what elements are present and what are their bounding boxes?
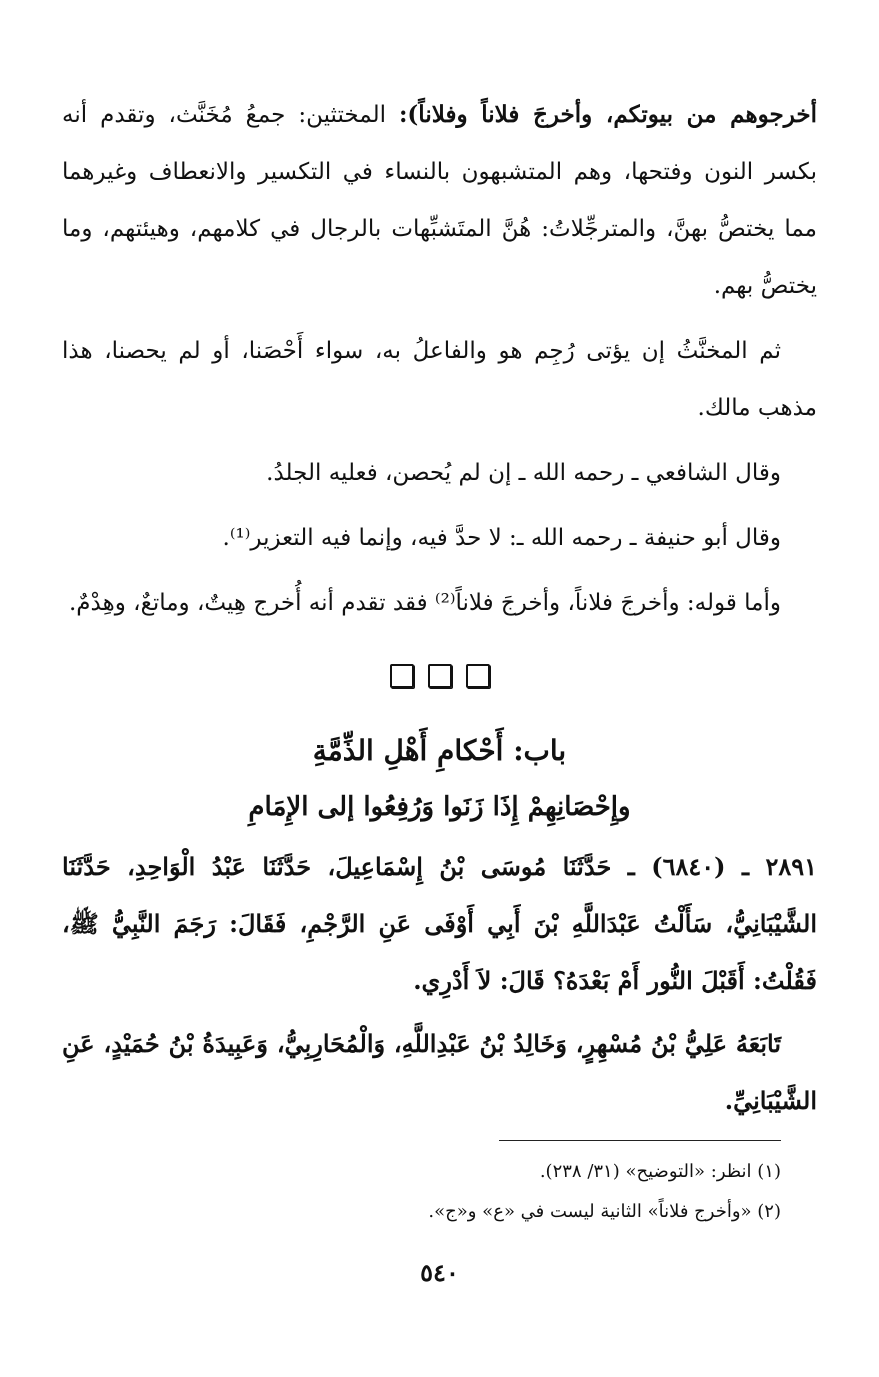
chapter-title-line-2: وإِحْصَانِهِمْ إِذَا زَنَوا وَرُفِعُوا إلى الإِمَامِ xyxy=(248,792,631,822)
commentary-text xyxy=(62,86,817,640)
footnote-2: (٢) «وأخرج فلاناً» الثانية ليست في «ع» و«ج». xyxy=(428,1201,781,1222)
chapter-title-line-1: باب: أَحْكامِ أَهْلِ الذِّمَّةِ xyxy=(312,734,567,767)
commentary-paragraph-3: وقال الشافعي ـ رحمه الله ـ إن لم يُحصن، فعليه الجلدُ. xyxy=(266,460,781,486)
hadith-paragraph-2: تَابَعَهُ عَلِيُّ بْنُ مُسْهِرٍ، وَخَالِدُ بْنُ عَبْدِاللَّهِ، وَالْمُحَارِبِيُّ، وَعَبِيدَةُ بْنُ حُمَيْدٍ، عَنِ الشَّيْبَانِيِّ. xyxy=(62,1029,817,1115)
commentary-explanation: المختثين: جمعُ مُخَنَّث، وتقدم أنه بكسر النون وفتحها، وهم المتشبهون بالنساء في التكسير والانعطاف وغيرهما مما يختصُّ بهنَّ، والمترجِّلاتُ: هُنَّ المتَشبِّهات بالرجال في كلامهم، وهيئتهم، وما يختصُّ بهم. xyxy=(62,102,817,299)
ornament-square-icon xyxy=(390,664,414,688)
page-number: ٥٤٠ xyxy=(420,1258,459,1287)
commentary-paragraph-4: وقال أبو حنيفة ـ رحمه الله ـ: لا حدَّ فيه، وإنما فيه التعزير⁽¹⁾. xyxy=(222,525,781,551)
ornament-square-icon xyxy=(466,664,490,688)
hadith-paragraph-1: ٢٨٩١ ـ (٦٨٤٠) ـ حَدَّثَنَا مُوسَى بْنُ إِسْمَاعِيلَ، حَدَّثَنَا عَبْدُ الْوَاحِدِ، حَدَّثَنَا الشَّيْبَانِيُّ، سَأَلْتُ عَبْدَاللَّهِ بْنَ أَبِي أَوْفَى عَنِ الرَّجْمِ، فَقَالَ: رَجَمَ النَّبِيُّ ﷺ، فَقُلْتُ: أَقَبْلَ النُّور أَمْ بَعْدَهُ؟ قَالَ: لاَ أَدْرِي. xyxy=(62,852,817,995)
footnote-divider xyxy=(499,1140,781,1141)
chapter-heading xyxy=(0,723,879,835)
section-separator-icon xyxy=(0,664,879,692)
commentary-paragraph-5: وأما قوله: وأخرجَ فلاناً، وأخرجَ فلاناً⁽²⁾ فقد تقدم أنه أُخرج هِيتٌ، وماتعٌ، وهِدْمٌ. xyxy=(68,590,781,616)
ornament-square-icon xyxy=(428,664,452,688)
quoted-lead: أخرجوهم من بيوتكم، وأخرجَ فلاناً وفلاناً): xyxy=(398,101,817,128)
footnote-1: (١) انظر: «التوضيح» (٣١/ ٢٣٨). xyxy=(539,1161,781,1182)
commentary-paragraph-2: ثم المخنَّثُ إن يؤتى رُجِم هو والفاعلُ به، سواء أَحْصَنا، أو لم يحصنا، هذا مذهب مالك. xyxy=(62,338,817,421)
hadith-text xyxy=(62,838,817,1135)
footnotes xyxy=(62,1152,781,1232)
commentary-paragraph-1 xyxy=(62,86,817,315)
